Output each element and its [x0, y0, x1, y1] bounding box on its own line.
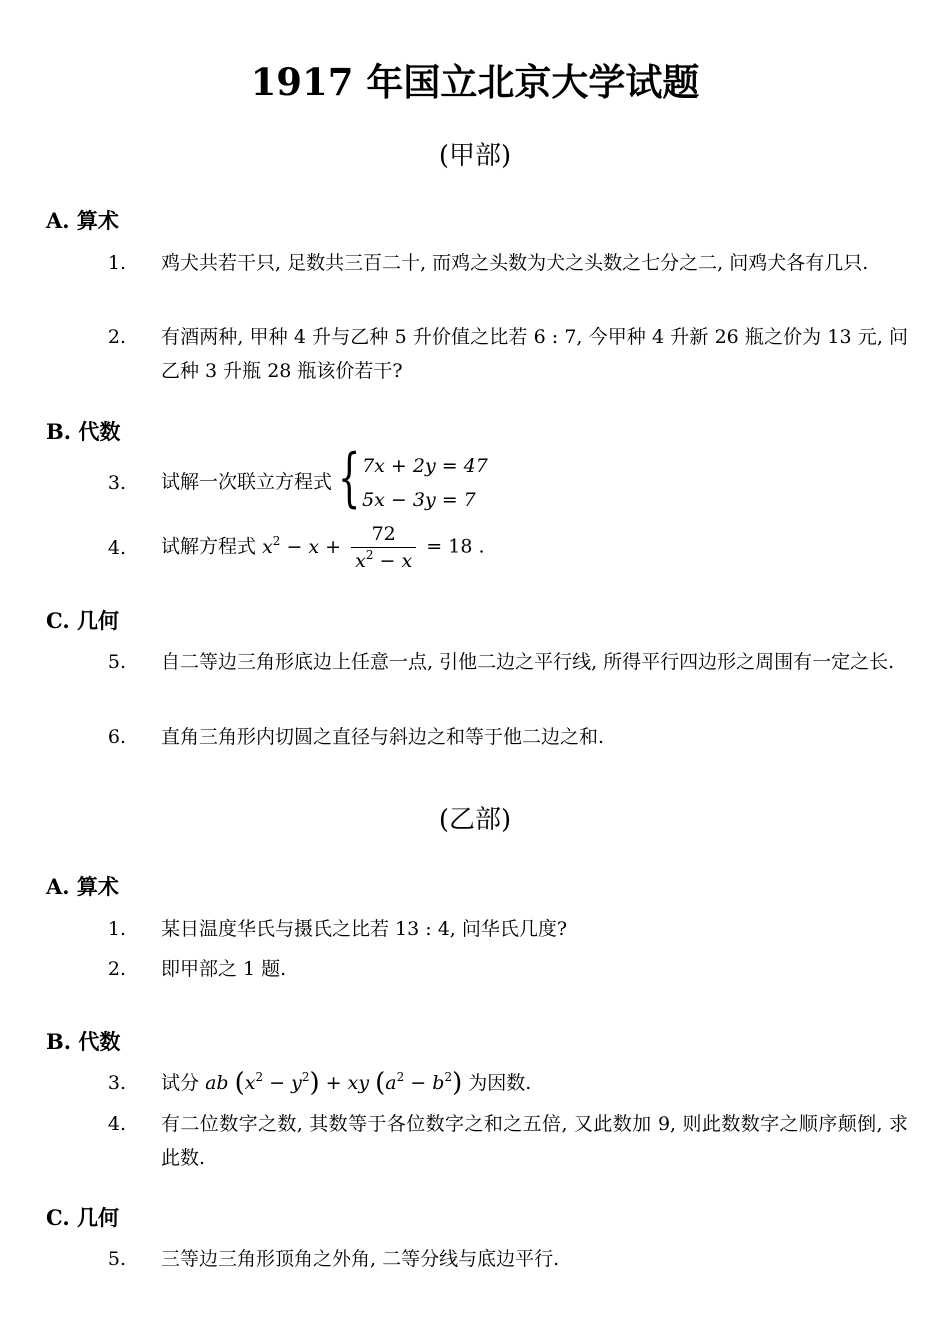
question-number: 1. [107, 918, 126, 940]
question-number: 4. [107, 537, 126, 559]
question-number: 4. [107, 1113, 126, 1135]
question-text: 三等边三角形顶角之外角, 二等分线与底边平行. [161, 1248, 560, 1270]
part-b-section-geometry: C. 几何 [46, 1205, 119, 1230]
question-number: 5. [107, 651, 126, 673]
factor-expression: ab $(x^2 - y^2)$ + xy $(a^2 - b^2)$ [205, 1068, 463, 1098]
part-a-section-geometry: C. 几何 [46, 608, 119, 633]
question-text: 鸡犬共若干只, 足数共三百二十, 而鸡之头数为犬之头数之七分之二, 问鸡犬各有几只. [161, 252, 869, 274]
part-b-section-arithmetic: A. 算术 [46, 874, 119, 899]
equation-2: 5x − 3y = 7 [362, 489, 476, 511]
part-a-heading: (甲部) [438, 141, 512, 171]
fraction-denominator: $x^2 - x$ [355, 548, 413, 572]
equation-lhs: $x^2 - x$ + [262, 533, 342, 558]
question-text: 有酒两种, 甲种 4 升与乙种 5 升价值之比若 6 : 7, 今甲种 4 升新 26 瓶之价为 13 元, 问乙种 3 升瓶 28 瓶该价若干? [161, 326, 908, 382]
equation-1: 7x + 2y = 47 [362, 455, 488, 477]
question-suffix: 为因数. [468, 1072, 532, 1094]
equation-system [338, 441, 488, 517]
fraction-numerator: 72 [371, 523, 396, 545]
equation-rhs: = 18 . [426, 535, 485, 558]
question-number: 2. [107, 326, 126, 348]
part-b-section-algebra: B. 代数 [46, 1029, 121, 1054]
question-text: 有二位数字之数, 其数等于各位数字之和之五倍, 又此数加 9, 则此数数字之顺序颠倒, 求此数. [161, 1113, 908, 1169]
question-number: 3. [107, 472, 126, 494]
question-text: 直角三角形内切圆之直径与斜边之和等于他二边之和. [161, 726, 605, 748]
question-number: 3. [107, 1072, 126, 1094]
part-a-section-algebra: B. 代数 [46, 419, 121, 444]
question-text: 某日温度华氏与摄氏之比若 13 : 4, 问华氏几度? [161, 918, 568, 940]
part-a-section-arithmetic: A. 算术 [46, 208, 119, 233]
question-prefix: 试解方程式 [161, 535, 257, 558]
question-prefix: 试解一次联立方程式 [161, 471, 333, 493]
question-number: 1. [107, 252, 126, 274]
left-brace: { [338, 441, 361, 515]
question-number: 2. [107, 958, 126, 980]
part-b-heading: (乙部) [438, 805, 512, 835]
document-title: 1917 年国立北京大学试题 [250, 60, 700, 104]
question-text: 即甲部之 1 题. [161, 958, 287, 980]
fraction [351, 521, 416, 574]
question-text: 自二等边三角形底边上任意一点, 引他二边之平行线, 所得平行四边形之周围有一定之长. [161, 651, 895, 673]
question-number: 6. [107, 726, 126, 748]
question-prefix: 试分 [161, 1072, 200, 1094]
question-number: 5. [107, 1248, 126, 1270]
